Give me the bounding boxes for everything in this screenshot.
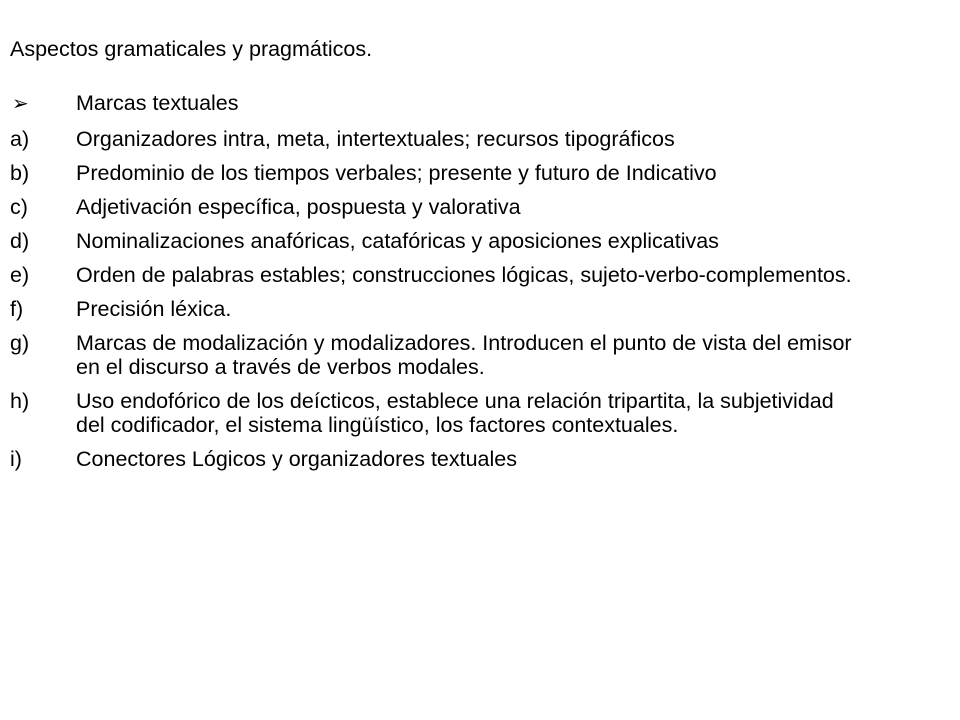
list-item bbox=[10, 297, 910, 321]
list-marker: d) bbox=[10, 229, 30, 253]
arrow-bullet-icon: ➢ bbox=[12, 93, 29, 115]
list-item bbox=[10, 331, 910, 379]
list-marker: f) bbox=[10, 297, 24, 321]
list-item bbox=[10, 127, 910, 151]
list-item-text: Organizadores intra, meta, intertextuales; recursos tipográficos bbox=[76, 127, 675, 151]
list-item bbox=[10, 195, 910, 219]
list-marker: g) bbox=[10, 331, 30, 355]
list-item-text: Uso endofórico de los deícticos, establece una relación tripartita, la subjetividad del codificador, el sistema lingüístico, los factores contextuales. bbox=[76, 389, 834, 437]
list-marker: i) bbox=[10, 447, 22, 471]
list-marker: e) bbox=[10, 263, 30, 287]
list-item-text: Nominalizaciones anafóricas, catafóricas y aposiciones explicativas bbox=[76, 229, 719, 253]
list-item-text: Precisión léxica. bbox=[76, 297, 232, 321]
criteria-list bbox=[10, 127, 910, 471]
list-item-text: Conectores Lógicos y organizadores textuales bbox=[76, 447, 518, 471]
list-item bbox=[10, 161, 910, 185]
list-item bbox=[10, 447, 910, 471]
slide-content bbox=[10, 36, 910, 481]
page-title: Aspectos gramaticales y pragmáticos. bbox=[10, 37, 373, 61]
list-item bbox=[10, 389, 910, 437]
section-heading bbox=[10, 91, 910, 116]
list-item bbox=[10, 263, 910, 287]
list-item-text: Marcas de modalización y modalizadores. Introducen el punto de vista del emisor en el discurso a través de verbos modales. bbox=[76, 331, 852, 379]
list-item-text: Orden de palabras estables; construcciones lógicas, sujeto-verbo-complementos. bbox=[76, 263, 852, 287]
list-item-text: Adjetivación específica, pospuesta y valorativa bbox=[76, 195, 521, 219]
list-marker: a) bbox=[10, 127, 30, 151]
list-marker: c) bbox=[10, 195, 28, 219]
list-marker: b) bbox=[10, 161, 30, 185]
list-marker: h) bbox=[10, 389, 30, 413]
list-item-text: Predominio de los tiempos verbales; presente y futuro de Indicativo bbox=[76, 161, 717, 185]
list-item bbox=[10, 229, 910, 253]
section-heading-label: Marcas textuales bbox=[76, 91, 239, 115]
